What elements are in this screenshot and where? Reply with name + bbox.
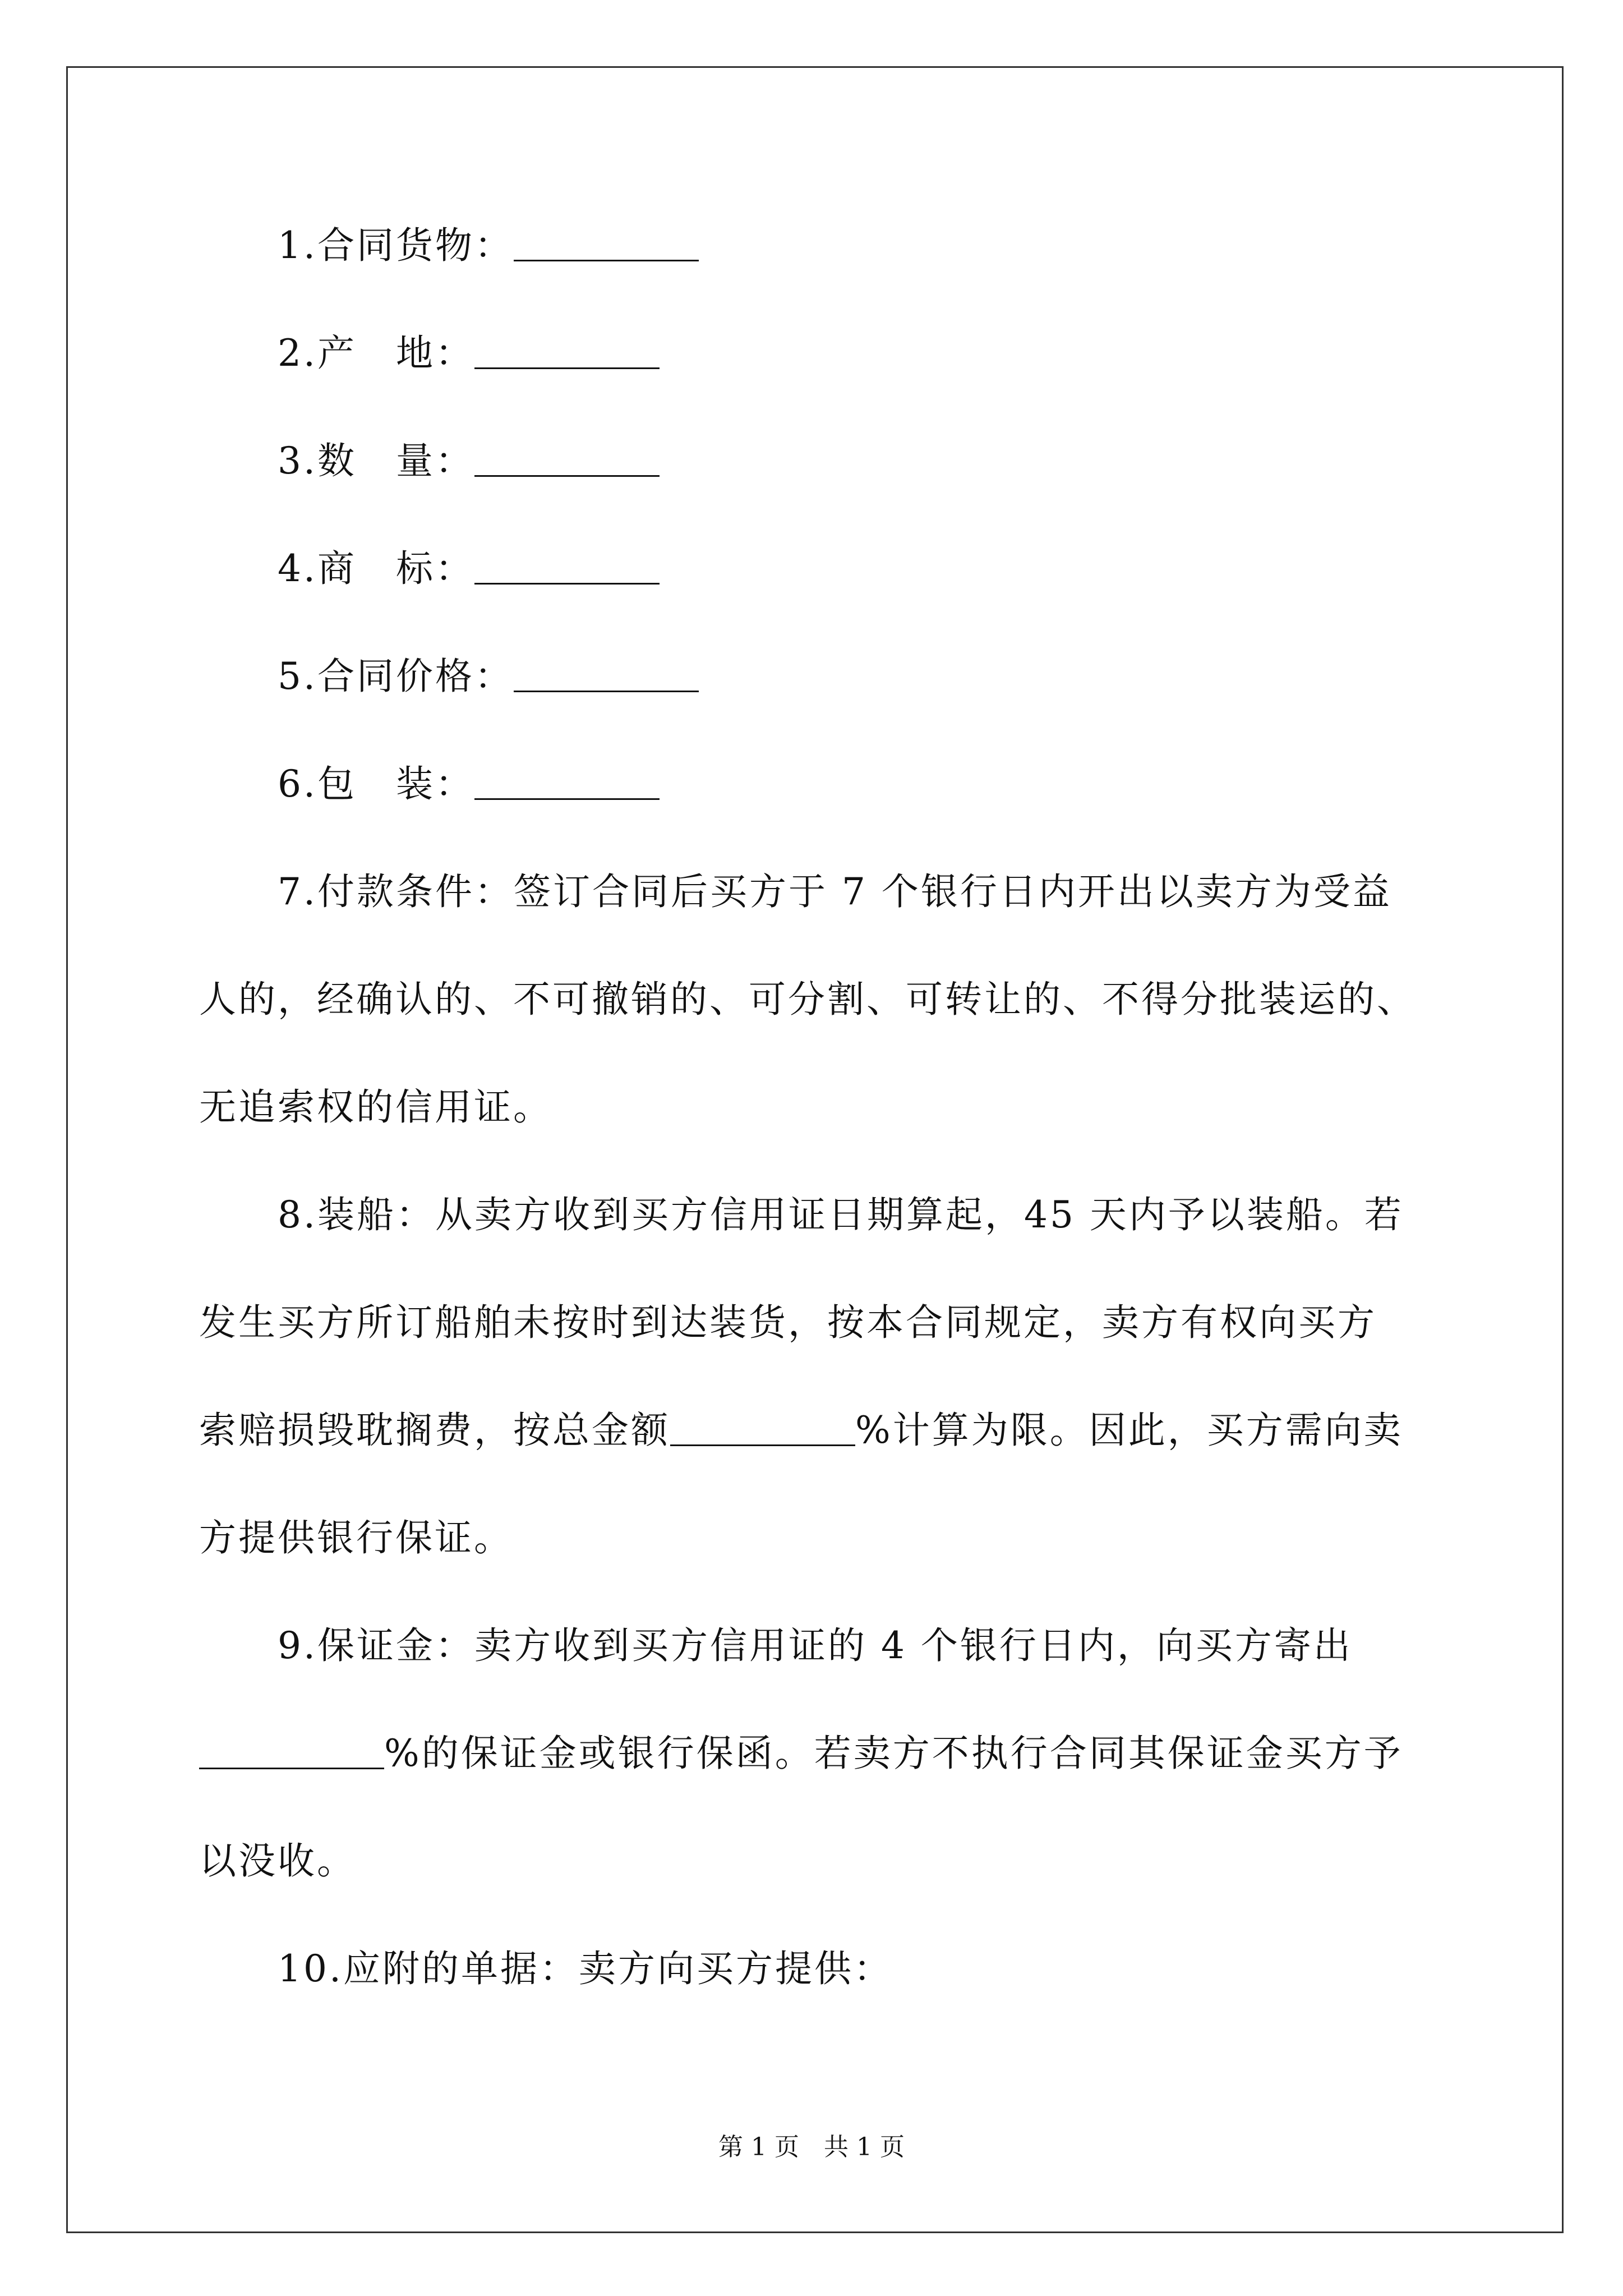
item-shipment-row-1: 8.装船：从卖方收到买方信用证日期算起，45 天内予以装船。若: [278, 1193, 1404, 1236]
item-quantity: [199, 434, 1461, 488]
item-price-label: 5.合同价格：: [278, 655, 514, 698]
item-shipment-row-4: 方提供银行保证。: [199, 1516, 513, 1559]
item-packing: [199, 757, 1461, 811]
item-price-blank: [514, 654, 699, 692]
item-shipment: [199, 1188, 1461, 1565]
page-footer: 第 1 页 共 1 页: [718, 2133, 905, 2161]
item-deposit-row-2b: %的保证金或银行保函。若卖方不执行合同其保证金买方予: [384, 1732, 1403, 1775]
item-price: [199, 650, 1461, 703]
item-goods-label: 1.合同货物：: [278, 224, 514, 267]
item-trademark-label: 4.商 标：: [278, 547, 474, 590]
item-shipment-percent-blank: [670, 1407, 855, 1446]
item-packing-blank: [474, 761, 660, 800]
item-goods: [199, 219, 1461, 273]
item-deposit-row-1: 9.保证金：卖方收到买方信用证的 4 个银行日内，向买方寄出: [278, 1624, 1353, 1667]
item-documents-label: 10.应附的单据：卖方向买方提供：: [278, 1947, 893, 1990]
item-shipment-row-3b: %计算为限。因此，买方需向卖: [855, 1409, 1403, 1452]
item-documents: [199, 1942, 1461, 1996]
item-payment-row-3: 无追索权的信用证。: [199, 1085, 552, 1129]
item-origin-label: 2.产 地：: [278, 332, 474, 375]
item-packing-label: 6.包 装：: [278, 762, 474, 806]
item-payment-row-1: 7.付款条件：签订合同后买方于 7 个银行日内开出以卖方为受益: [278, 870, 1392, 913]
item-origin: [199, 326, 1461, 380]
item-quantity-label: 3.数 量：: [278, 439, 474, 482]
item-payment-terms: [199, 865, 1461, 1134]
item-deposit-percent-blank: [199, 1731, 384, 1769]
item-payment-row-2: 人的，经确认的、不可撤销的、可分割、可转让的、不得分批装运的、: [199, 978, 1416, 1021]
item-origin-blank: [474, 330, 660, 369]
item-shipment-row-3a: 索赔损毁耽搁费，按总金额: [199, 1409, 670, 1452]
item-goods-blank: [514, 223, 699, 261]
item-trademark: [199, 542, 1461, 596]
document-body: [199, 219, 1461, 2050]
item-trademark-blank: [474, 546, 660, 585]
item-deposit: [199, 1619, 1461, 1888]
item-deposit-row-3: 以没收。: [199, 1839, 356, 1883]
item-deposit-row-2: [199, 1727, 1461, 1780]
item-quantity-blank: [474, 438, 660, 477]
item-shipment-row-3: [199, 1404, 1461, 1457]
item-shipment-row-2: 发生买方所订船舶未按时到达装货，按本合同规定，卖方有权向买方: [199, 1301, 1377, 1344]
